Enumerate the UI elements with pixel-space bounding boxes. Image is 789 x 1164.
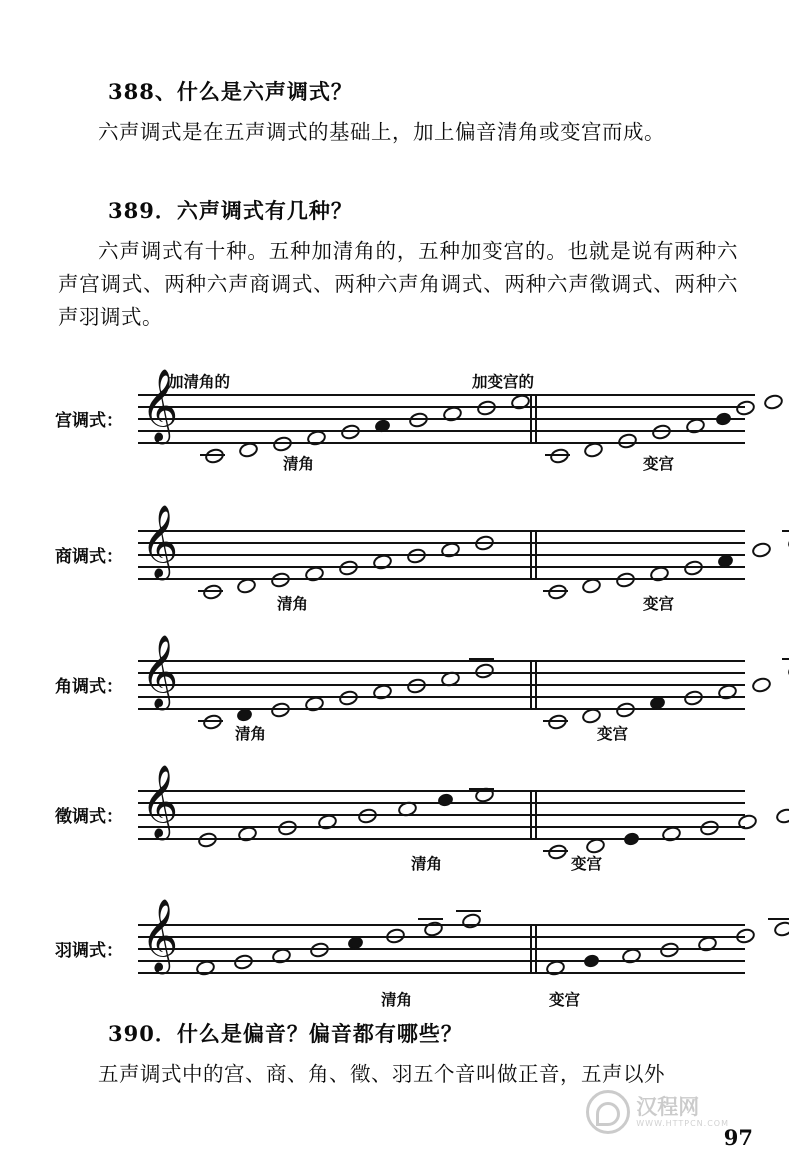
section-heading-389: 389．六声调式有几种？ <box>108 198 353 223</box>
staff-label-gong: 宫调式： <box>55 411 123 431</box>
mark-right-zhi: 变宫 <box>571 854 603 873</box>
note-head <box>616 432 638 451</box>
note-head <box>356 807 378 826</box>
staff-system-shang <box>55 504 745 620</box>
mark-right-shang: 变宫 <box>643 594 675 613</box>
note-head <box>734 399 756 418</box>
staff-system-zhi <box>55 764 745 876</box>
note-head <box>650 423 672 442</box>
note-head-accidental <box>583 953 601 969</box>
watermark-name: 汉程网 <box>636 1095 700 1120</box>
section-body-388: 六声调式是在五声调式的基础上，加上偏音清角或变宫而成。 <box>98 120 665 144</box>
note-head <box>337 559 359 578</box>
staff-lines <box>138 634 745 712</box>
watermark-logo-icon <box>586 1090 630 1134</box>
section-body-389: 六声调式有十种。五种加清角的，五种加变宫的。也就是说有两种六声宫调式、两种六声商调式、两种六声角调式、两种六声徵调式、两种六声羽调式。 <box>58 239 738 329</box>
mark-left-gong: 清角 <box>283 454 315 473</box>
staff-label-yu: 羽调式： <box>55 941 123 961</box>
staff-system-jue <box>55 634 745 748</box>
column-header-right: 加变宫的 <box>472 372 535 391</box>
note-head <box>308 941 330 960</box>
note-head <box>473 662 495 681</box>
note-head <box>201 713 223 732</box>
note-head <box>339 423 361 442</box>
section-heading-390: 390．什么是偏音？偏音都有哪些？ <box>108 1021 463 1046</box>
note-head <box>614 701 636 720</box>
note-head <box>548 447 570 466</box>
note-head-accidental <box>437 792 455 808</box>
treble-clef-icon: 𝄞 <box>141 368 179 441</box>
mark-left-yu: 清角 <box>381 990 413 1009</box>
note-head <box>232 953 254 972</box>
staff-label-zhi: 徵调式： <box>55 807 123 827</box>
note-head <box>682 559 704 578</box>
note-head <box>750 541 772 560</box>
mark-left-jue: 清角 <box>235 724 267 743</box>
note-head <box>407 411 429 430</box>
note-head <box>271 435 293 454</box>
note-head <box>384 927 406 946</box>
note-head <box>460 912 482 931</box>
treble-clef-icon: 𝄞 <box>141 764 179 837</box>
note-head <box>475 399 497 418</box>
note-head <box>762 393 784 412</box>
note-head <box>750 676 772 695</box>
note-head <box>269 571 291 590</box>
note-head <box>658 941 680 960</box>
section-heading-388: 388、什么是六声调式？ <box>108 79 353 104</box>
note-head <box>201 583 223 602</box>
note-head <box>734 927 756 946</box>
note-head <box>772 920 789 939</box>
staff-system-yu <box>55 898 745 1009</box>
mark-right-yu: 变宫 <box>549 990 581 1009</box>
note-head <box>337 689 359 708</box>
section-body-390: 五声调式中的宫、商、角、徵、羽五个音叫做正音，五声以外 <box>98 1062 665 1086</box>
note-head <box>473 534 495 553</box>
staff-label-shang: 商调式： <box>55 547 123 567</box>
note-head-accidental <box>623 831 641 847</box>
note-head <box>276 819 298 838</box>
staff-lines <box>138 504 745 582</box>
note-head <box>203 447 225 466</box>
note-head <box>546 843 568 862</box>
page-number: 97 <box>723 1125 753 1150</box>
note-head-accidental <box>715 411 733 427</box>
mark-right-jue: 变宫 <box>597 724 629 743</box>
note-head <box>405 677 427 696</box>
staff-label-jue: 角调式： <box>55 677 123 697</box>
treble-clef-icon: 𝄞 <box>141 504 179 577</box>
treble-clef-icon: 𝄞 <box>141 898 179 971</box>
treble-clef-icon: 𝄞 <box>141 634 179 707</box>
mark-right-gong: 变宫 <box>643 454 675 473</box>
note-head <box>269 701 291 720</box>
note-head <box>546 713 568 732</box>
watermark <box>586 1090 729 1134</box>
note-head <box>546 583 568 602</box>
note-head <box>405 547 427 566</box>
mark-left-zhi: 清角 <box>411 854 443 873</box>
column-header-left: 加清角的 <box>168 372 231 391</box>
staff-lines <box>138 898 745 976</box>
note-head <box>774 807 789 826</box>
watermark-sub: WWW.HTTPCN.COM <box>636 1118 729 1128</box>
note-head <box>682 689 704 708</box>
mark-left-shang: 清角 <box>277 594 309 613</box>
staff-lines <box>138 764 745 842</box>
note-head <box>196 831 218 850</box>
note-head <box>698 819 720 838</box>
note-head <box>614 571 636 590</box>
